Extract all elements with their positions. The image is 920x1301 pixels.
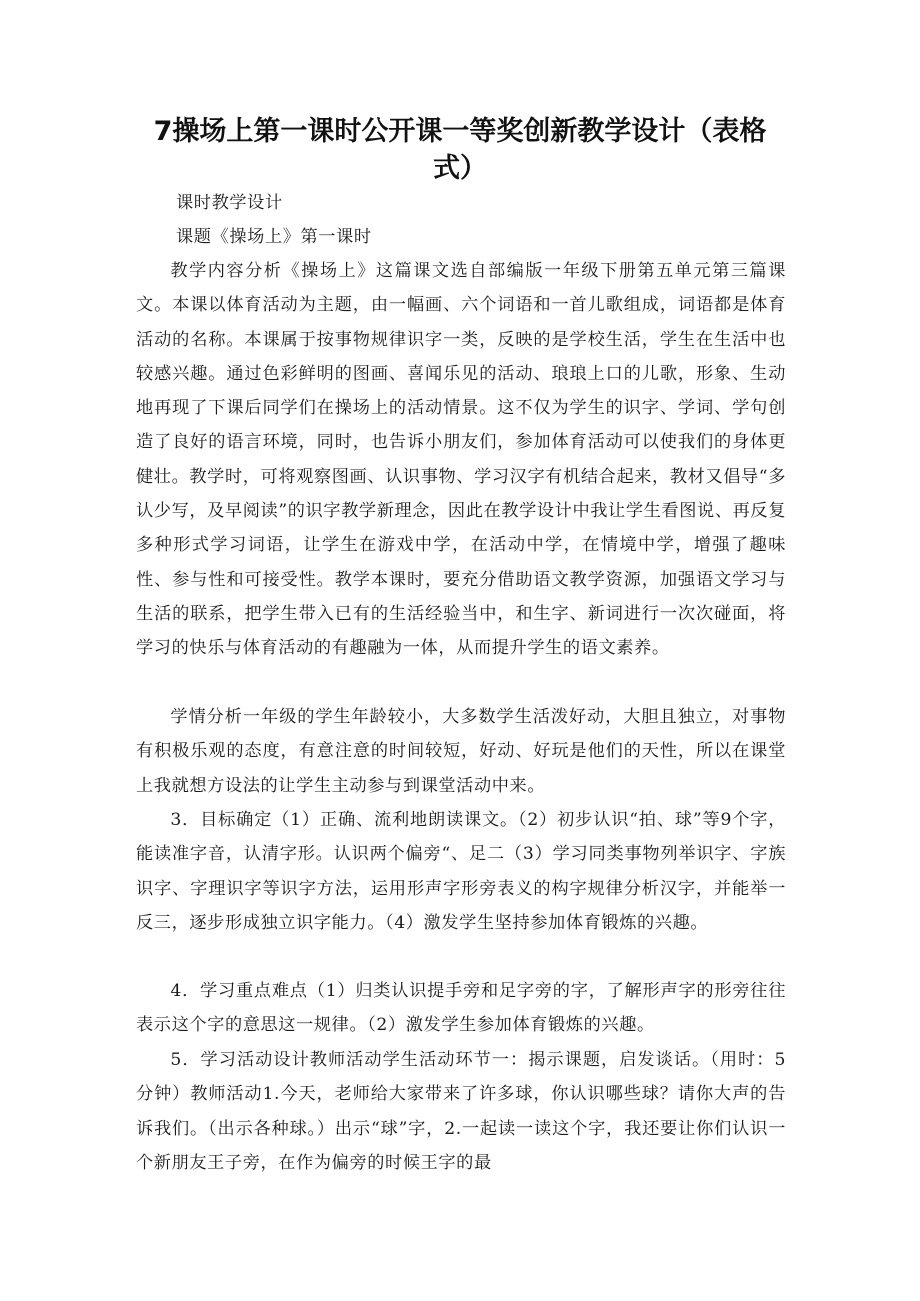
activity-design-paragraph: 5．学习活动设计教师活动学生活动环节一：揭示课题，启发谈话。（用时：5分钟）教师活动1.今天，老师给大家带来了许多球，你认识哪些球？请你大声的告诉我们。（出示各种球。）出示“球”字，2.一起读一读这个字，我还要让你们认识一个新朋友王子旁，在作为偏旁的时候王字的最 — [136, 1050, 786, 1173]
document-title-line-2: 式） — [433, 153, 487, 184]
lesson-title: 课题《操场上》第一课时 — [176, 227, 372, 247]
objectives-paragraph: 3．目标确定（1）正确、流利地朗读课文。（2）初步认识“拍、球”等9个字，能读准字音，认清字形。认识两个偏旁“、足二（3）学习同类事物列举识字、字族识字、字理识字等识字方法，运用形声字形旁表义的构字规律分析汉字，并能举一反三，逐步形成独立识字能力。（4）激发学生坚持参加体育锻炼的兴趣。 — [136, 810, 786, 933]
learner-analysis-paragraph: 学情分析一年级的学生年龄较小，大多数学生活泼好动，大胆且独立，对事物有积极乐观的态度，有意注意的时间较短，好动、好玩是他们的天性，所以在课堂上我就想方设法的让学生主动参与到课堂活动中来。 — [136, 707, 786, 796]
key-points-paragraph: 4．学习重点难点（1）归类认识提手旁和足字旁的字，了解形声字的形旁往往表示这个字的意思这一规律。（2）激发学生参加体育锻炼的兴趣。 — [136, 981, 786, 1036]
content-analysis-paragraph: 教学内容分析《操场上》这篇课文选自部编版一年级下册第五单元第三篇课文。本课以体育活动为主题，由一幅画、六个词语和一首儿歌组成，词语都是体育活动的名称。本课属于按事物规律识字一类，反映的是学校生活，学生在生活中也较感兴趣。通过色彩鲜明的图画、喜闻乐见的活动、琅琅上口的儿歌，形象、生动地再现了下课后同学们在操场上的活动情景。这不仅为学生的识字、学词、学句创造了良好的语言环境，同时，也告诉小朋友们，参加体育活动可以使我们的身体更健壮。教学时，可将观察图画、认识事物、学习汉字有机结合起来，教材又倡导“多认少写，及早阅读”的识字教学新理念，因此在教学设计中我让学生看图说、再反复多种形式学习词语，让学生在游戏中学，在活动中学，在情境中学，增强了趣味性、参与性和可接受性。教学本课时，要充分借助语文教学资源，加强语文学习与生活的联系，把学生带入已有的生活经验当中，和生字、新词进行一次次碰面，将学习的快乐与体育活动的有趣融为一体，从而提升学生的语文素养。 — [136, 261, 786, 659]
section-label: 课时教学设计 — [176, 193, 283, 213]
document-title-line-1: 7操场上第一课时公开课一等奖创新教学设计（表格 — [153, 116, 767, 147]
